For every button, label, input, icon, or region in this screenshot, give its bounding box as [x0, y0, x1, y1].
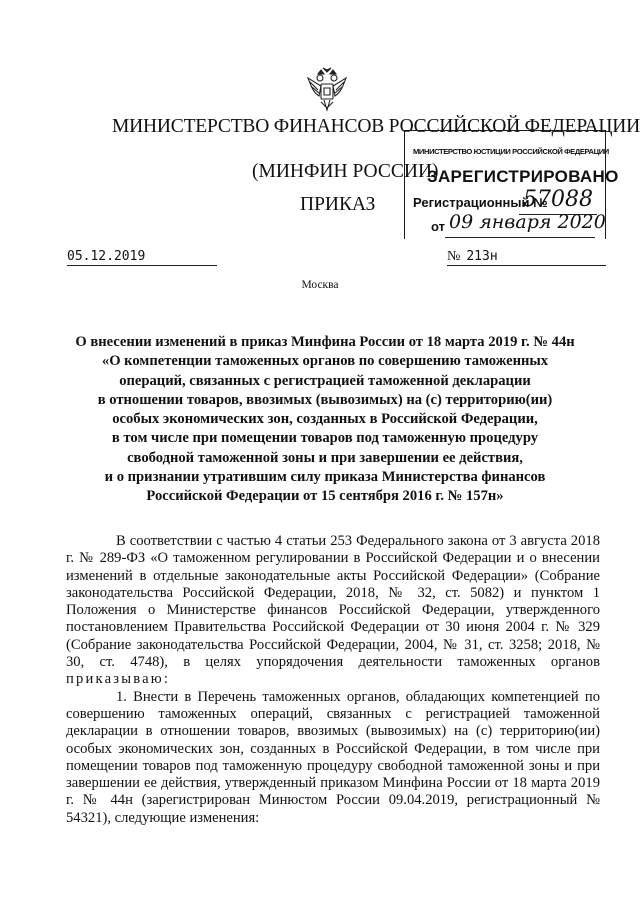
reg-date-underline — [445, 237, 595, 238]
stamp-reg-number: 57088 — [523, 187, 593, 212]
order-date: 05.12.2019 — [67, 249, 217, 266]
city: Москва — [301, 279, 339, 291]
preamble-paragraph — [66, 533, 600, 689]
title-line: в том числе при помещении товаров под таможенную процедуру — [111, 430, 539, 447]
stamp-status: ЗАРЕГИСТРИРОВАНО — [427, 167, 619, 186]
order-title — [70, 333, 580, 507]
preamble-text: В соответствии с частью 4 статьи 253 Федерального закона от 3 августа 2018 г. № 289-ФЗ «О таможенном регулировании в Российской Федерации и о внесении изменений в отдельные законодательные акты Российской Федерации» (Собрание законодательства Российской Федерации, 2018, № 32, ст. 5082) и пунктом 1 Положения о Министерстве финансов Российской Федерации, утвержденного постановлением Правительства Российской Федерации от 30 июня 2004 г. № 329 (Собрание законодательства Российской Федерации, 2004, № 31, ст. 3258; 2018, № 30, ст. 4748), в целях упорядочения деятельности таможенных органов — [66, 533, 600, 671]
title-line: и о признании утратившим силу приказа Министерства финансов — [104, 469, 546, 486]
item-1-paragraph: 1. Внести в Перечень таможенных органов, обладающих компетенцией по совершению таможенных операций, связанных с регистрацией таможенной декларации в отношении товаров, ввозимых (вывозимых) на (с) территорию(ии) особых экономических зон, созданных в Российской Федерации, в том числе при помещении товаров под таможенную процедуру свободной таможенной зоны и при завершении ее действия, утвержденный приказом Минфина России от 18 марта 2019 г. № 44н (зарегистрирован Минюстом России 09.04.2019, регистрационный № 54321), следующие изменения: — [66, 688, 600, 826]
title-line: операций, связанных с регистрацией таможенной декларации — [119, 372, 531, 389]
order-number-field — [447, 249, 606, 266]
document-type: ПРИКАЗ — [300, 194, 376, 215]
ministry-name: МИНИСТЕРСТВО ФИНАНСОВ РОССИЙСКОЙ ФЕДЕРАЦИИ — [112, 116, 640, 137]
title-line: О внесении изменений в приказ Минфина России от 18 марта 2019 г. № 44н — [75, 334, 575, 350]
stamp-reg-date: 09 января 2020 — [449, 211, 606, 233]
title-line: в отношении товаров, ввозимых (вывозимых) на (с) территорию(ии) — [97, 391, 553, 408]
number-sign: № — [447, 249, 461, 264]
title-line: свободной таможенной зоны и при завершении ее действия, — [127, 449, 523, 466]
order-number: 213н — [466, 249, 498, 264]
title-line: Российской Федерации от 15 сентября 2016 г. № 157н» — [146, 488, 504, 505]
stamp-organization: МИНИСТЕРСТВО ЮСТИЦИИ РОССИЙСКОЙ ФЕДЕРАЦИИ — [413, 147, 609, 156]
title-line: «О компетенции таможенных органов по совершению таможенных — [101, 353, 549, 370]
title-line: особых экономических зон, созданных в Российской Федерации, — [112, 411, 538, 428]
stamp-from-label: от — [431, 219, 445, 234]
ministry-short-name: (МИНФИН РОССИИ) — [252, 161, 439, 182]
coat-of-arms-emblem — [305, 66, 349, 112]
stamp-reg-label: Регистрационный № — [413, 195, 548, 210]
registration-stamp — [404, 130, 619, 239]
order-body — [66, 533, 600, 827]
order-verb: приказываю: — [66, 671, 171, 688]
